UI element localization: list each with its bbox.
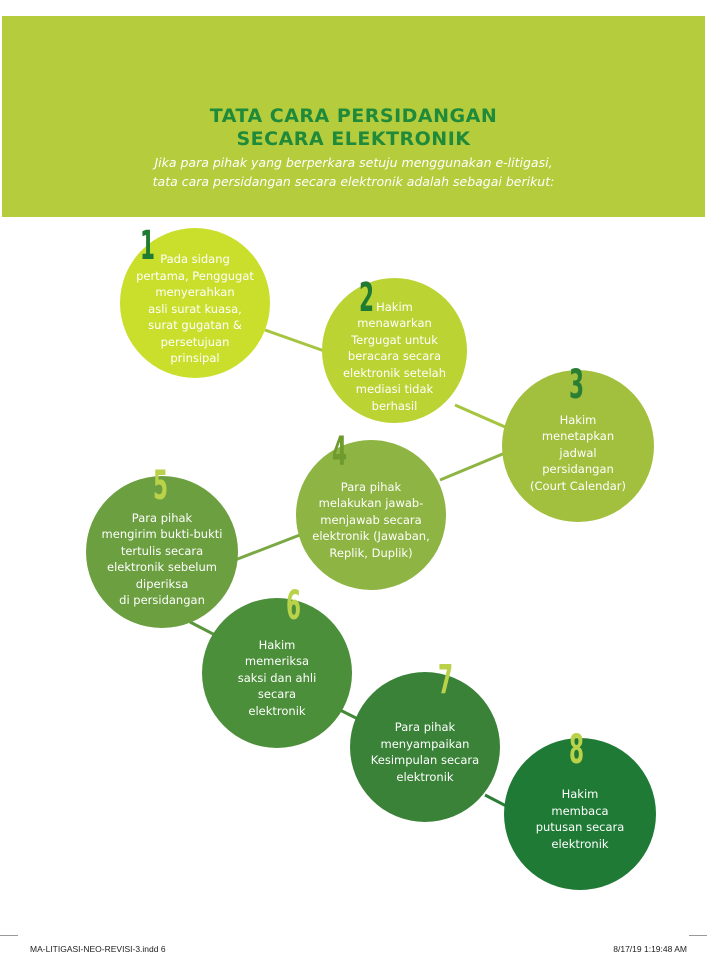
footer-file-name: MA-LITIGASI-NEO-REVISI-3.indd 6 (30, 944, 166, 954)
step-6-number: 6 (286, 583, 302, 629)
step-4 (296, 440, 446, 590)
step-7 (350, 672, 500, 822)
step-7-text: Para pihak menyampaikan Kesimpulan secara elektronik (370, 720, 480, 784)
step-7-number: 7 (438, 657, 454, 703)
step-4-number: 4 (332, 429, 348, 475)
step-6 (202, 598, 352, 748)
connector-3-4 (440, 453, 505, 480)
subtitle-line-2: tata cara persidangan secara elektronik adalah sebagai berikut: (152, 174, 555, 189)
step-6-text: Hakim memeriksa saksi dan ahli secara elektronik (237, 637, 317, 718)
step-3-text: Hakim menetapkan jadwal persidangan (Court Calendar) (530, 412, 626, 493)
step-1-text: Pada sidang pertama, Penggugat menyerahkan asli surat kuasa, surat gugatan & persetujuan prinsipal (136, 252, 254, 366)
step-8-text: Hakim membaca putusan secara elektronik (535, 787, 625, 851)
step-4-text: Para pihak melakukan jawab- menjawab secara elektronik (Jawaban, Replik, Duplik) (312, 479, 430, 560)
step-8-number: 8 (569, 727, 585, 773)
connector-5-6 (190, 622, 215, 635)
crop-mark-right (689, 935, 707, 936)
connector-1-2 (265, 330, 330, 353)
step-2-number: 2 (359, 275, 375, 321)
title-line-1: TATA CARA PERSIDANGAN (209, 105, 498, 127)
step-2-text: Hakim menawarkan Tergugat untuk beracara secara elektronik setelah mediasi tidak berhasil (342, 299, 446, 413)
step-5-number: 5 (153, 463, 169, 509)
step-2 (322, 275, 467, 423)
step-3-number: 3 (569, 362, 585, 408)
footer-timestamp: 8/17/19 1:19:48 AM (613, 944, 687, 954)
connector-4-5 (235, 533, 305, 560)
crop-mark-left (0, 935, 18, 936)
subtitle-line-1: Jika para pihak yang berperkara setuju menggunakan e-litigasi, (154, 155, 553, 170)
step-5-text: Para pihak mengirim bukti-bukti tertulis secara elektronik sebelum diperiksa di persidangan (101, 510, 223, 607)
step-1-number: 1 (140, 223, 156, 269)
title-line-2: SECARA ELEKTRONIK (236, 128, 471, 150)
